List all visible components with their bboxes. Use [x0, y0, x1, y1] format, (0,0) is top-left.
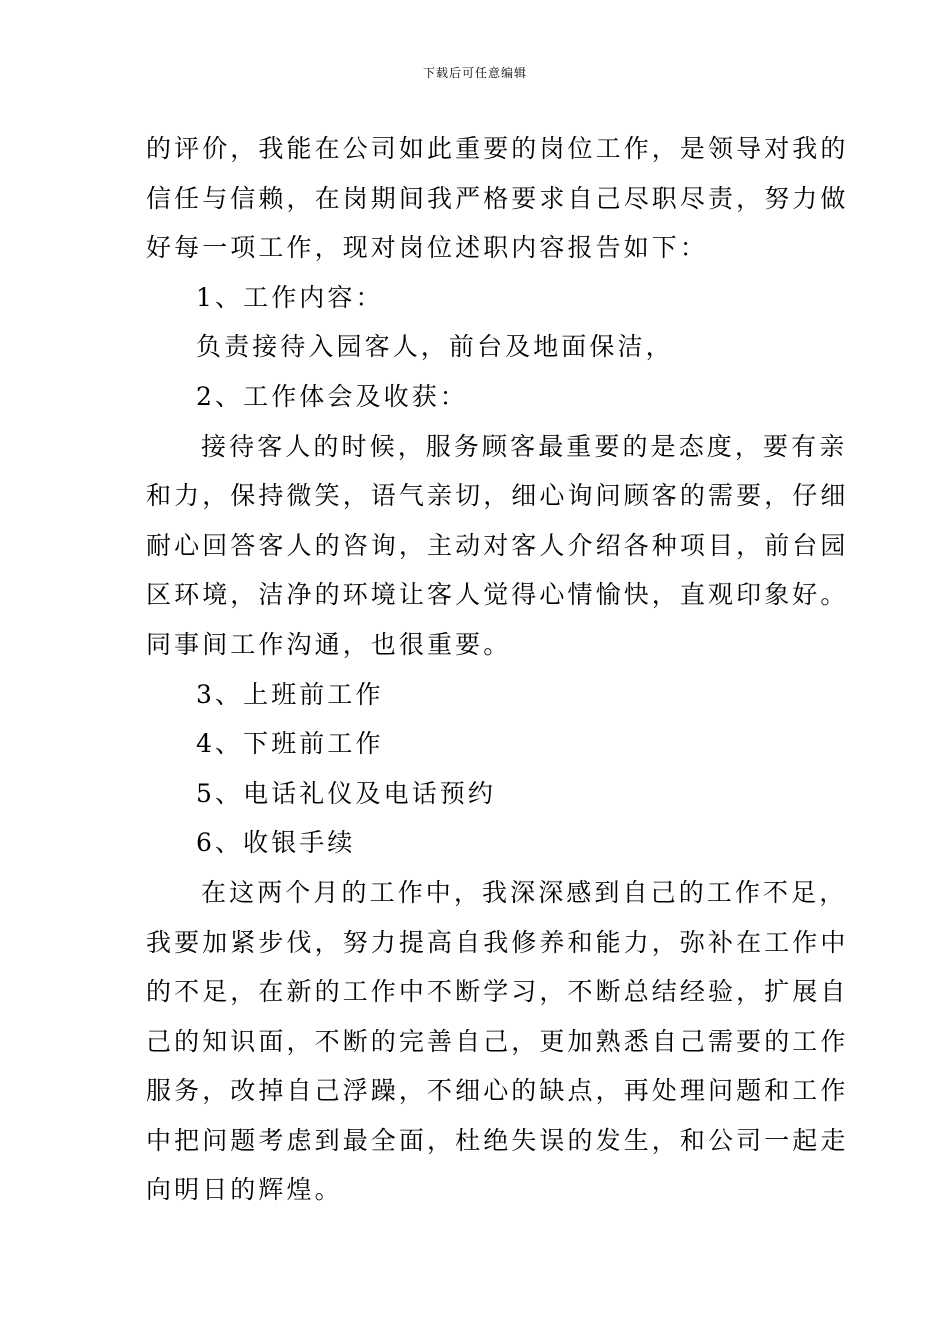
section-heading-5: 5、电话礼仪及电话预约 [196, 778, 497, 808]
body-line: 己的知识面，不断的完善自己，更加熟悉自己需要的工作 [146, 1026, 849, 1056]
body-line: 在这两个月的工作中，我深深感到自己的工作不足， [201, 877, 848, 907]
body-line: 接待客人的时候，服务顾客最重要的是态度，要有亲 [201, 431, 848, 461]
body-line: 负责接待入园客人，前台及地面保洁， [196, 332, 674, 362]
page-header-note: 下载后可任意编辑 [422, 66, 527, 80]
body-line: 的评价，我能在公司如此重要的岗位工作，是领导对我的 [146, 134, 849, 163]
section-heading-2: 2、工作体会及收获： [196, 381, 468, 411]
body-line: 和力，保持微笑，语气亲切，细心询问顾客的需要，仔细 [146, 481, 849, 511]
body-line: 区环境，洁净的环境让客人觉得心情愉快，直观印象好。 [146, 580, 849, 610]
body-line: 向明日的辉煌。 [146, 1175, 343, 1205]
section-heading-1: 1、工作内容： [196, 282, 384, 312]
body-line: 中把问题考虑到最全面，杜绝失误的发生，和公司一起走 [146, 1125, 849, 1155]
body-line: 我要加紧步伐，努力提高自我修养和能力，弥补在工作中 [146, 927, 849, 957]
body-line: 信任与信赖，在岗期间我严格要求自己尽职尽责，努力做 [146, 183, 849, 213]
section-heading-6: 6、收银手续 [196, 828, 356, 858]
document-body [146, 124, 849, 1215]
section-heading-3: 3、上班前工作 [196, 679, 384, 709]
body-line: 的不足，在新的工作中不断学习，不断总结经验，扩展自 [146, 977, 849, 1007]
body-line: 同事间工作沟通，也很重要。 [146, 629, 512, 659]
section-heading-4: 4、下班前工作 [196, 729, 384, 759]
body-line: 好每一项工作，现对岗位述职内容报告如下： [146, 233, 709, 263]
body-line: 耐心回答客人的咨询，主动对客人介绍各种项目，前台园 [146, 530, 849, 560]
body-line: 服务，改掉自己浮躁，不细心的缺点，再处理问题和工作 [146, 1076, 849, 1106]
